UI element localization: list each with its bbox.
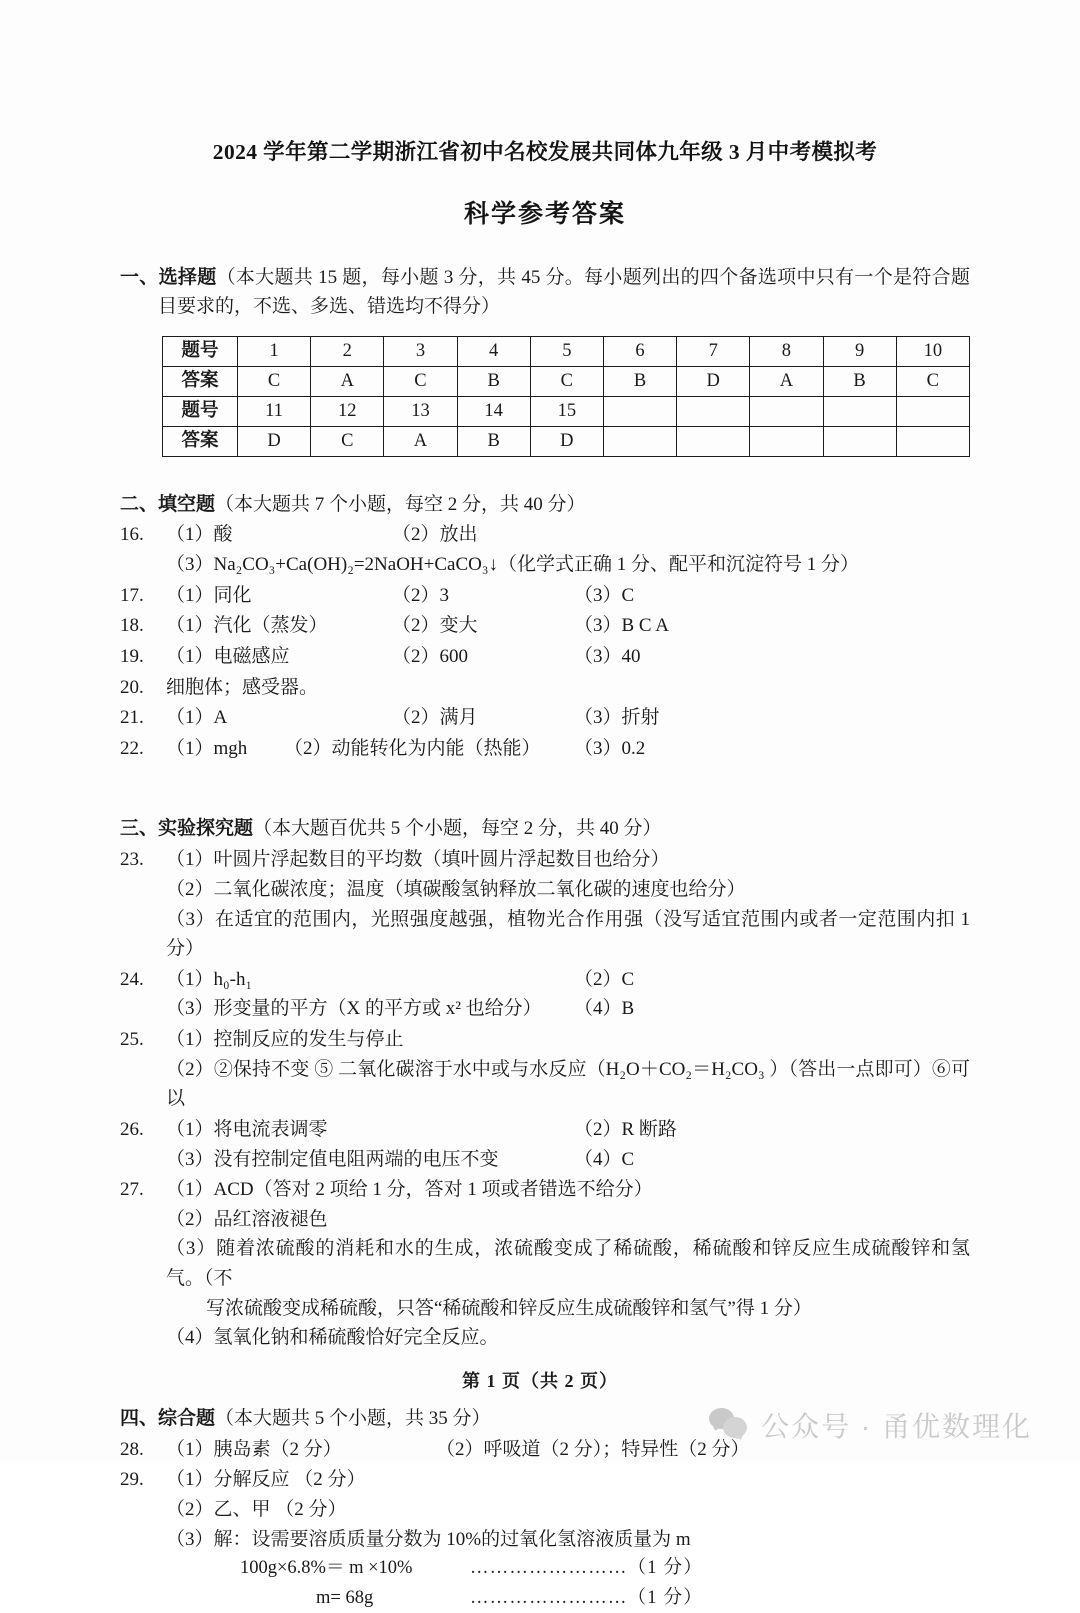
- item-number: 20.: [120, 676, 144, 698]
- cell-a-7: D: [677, 366, 750, 396]
- cell-a-1: C: [238, 366, 311, 396]
- item-28-part-2: （2）呼吸道（2 分）；特异性（2 分）: [436, 1438, 750, 1460]
- table-row: [163, 366, 970, 396]
- item-number: 21.: [120, 707, 144, 729]
- table-row: [163, 396, 970, 426]
- item-29-part-1: （1）分解反应 （2 分）: [166, 1469, 366, 1491]
- item-number: 28.: [120, 1438, 144, 1460]
- item-22-part-2: （2）动能转化为内能（热能）: [284, 737, 541, 759]
- item-22-part-3: （3）0.2: [574, 737, 646, 759]
- cell-q-5: 5: [530, 336, 603, 366]
- item-17-part-3: （3）C: [574, 584, 635, 606]
- calc-dots-1: ……………………（1 分）: [470, 1558, 703, 1579]
- cell-q-14: 14: [457, 396, 530, 426]
- cell-a-6: B: [603, 366, 676, 396]
- cell-q-3: 3: [384, 336, 457, 366]
- cell-a-3: C: [384, 366, 457, 396]
- item-20-part-1: 细胞体；感受器。: [166, 676, 319, 698]
- cell-q-8: 8: [750, 336, 823, 366]
- cell-a-15: D: [530, 426, 603, 456]
- answer-item-21: [120, 703, 970, 733]
- answer-item-24: [120, 965, 970, 1024]
- cell-q-12: 12: [311, 396, 384, 426]
- item-26-part-2: （2）R 断路: [574, 1118, 677, 1140]
- item-27-part-4: （4）氢氧化钠和稀硫酸恰好完全反应。: [166, 1327, 499, 1349]
- section-two-desc: （本大题共 7 个小题，每空 2 分，共 40 分）: [215, 493, 586, 515]
- cell-a-blank-4: [823, 426, 896, 456]
- cell-q-1: 1: [238, 336, 311, 366]
- item-23-part-2: （2）二氧化碳浓度；温度（填碳酸氢钠释放二氧化碳的速度也给分）: [166, 878, 746, 900]
- item-21-part-1: （1）A: [166, 707, 228, 729]
- wechat-watermark: [709, 1405, 1032, 1445]
- calc-dots-2: ……………………（1 分）: [470, 1587, 703, 1608]
- answer-item-16: [120, 520, 970, 579]
- item-number: 29.: [120, 1469, 144, 1491]
- item-16-part-2: （2）放出: [392, 524, 478, 546]
- calc-expression-1: 100g×6.8%＝ m ×10%: [240, 1558, 413, 1579]
- cell-q-2: 2: [311, 336, 384, 366]
- cell-a-14: B: [457, 426, 530, 456]
- section-one-label: 一、选择题: [120, 266, 217, 288]
- answer-table-wrapper: [120, 336, 970, 457]
- wechat-logo-icon: [709, 1408, 749, 1442]
- cell-a-2: A: [311, 366, 384, 396]
- item-number: 22.: [120, 737, 144, 759]
- cell-q-11: 11: [238, 396, 311, 426]
- item-17-part-1: （1）同化: [166, 584, 252, 606]
- cell-q-blank-1: [603, 396, 676, 426]
- cell-q-10: 10: [896, 336, 969, 366]
- cell-a-blank-5: [896, 426, 969, 456]
- item-number: 16.: [120, 524, 144, 546]
- item-24-part-1: （1）h₀-h₁: [166, 968, 253, 990]
- item-22-part-1: （1）mgh: [166, 737, 248, 759]
- answer-item-23: [120, 845, 970, 964]
- row-header-question: 题号: [163, 336, 238, 366]
- table-row: [163, 336, 970, 366]
- answer-item-27: [120, 1175, 970, 1353]
- item-24-part-3: （3）形变量的平方（X 的平方或 x² 也给分）: [166, 998, 542, 1020]
- item-21-part-3: （3）折射: [574, 707, 660, 729]
- cell-q-blank-5: [896, 396, 969, 426]
- table-row: [163, 426, 970, 456]
- watermark-text: 公众号 · 甬优数理化: [761, 1411, 1032, 1442]
- section-heading-choice: [120, 264, 970, 322]
- cell-a-12: C: [311, 426, 384, 456]
- cell-q-13: 13: [384, 396, 457, 426]
- cell-a-10: C: [896, 366, 969, 396]
- row-header-answer-2: 答案: [163, 426, 238, 456]
- page-footer: 第 1 页（共 2 页）: [462, 1371, 618, 1391]
- item-27-part-3-line2: 写浓硫酸变成稀硫酸，只答“稀硫酸和锌反应生成硫酸锌和氢气”得 1 分）: [206, 1297, 812, 1319]
- cell-q-6: 6: [603, 336, 676, 366]
- section-four-label: 四、综合题: [120, 1407, 216, 1429]
- cell-a-9: B: [823, 366, 896, 396]
- item-18-part-1: （1）汽化（蒸发）: [166, 615, 328, 637]
- answer-item-29: [120, 1465, 970, 1613]
- answer-item-22: [120, 734, 970, 764]
- cell-q-4: 4: [457, 336, 530, 366]
- cell-q-15: 15: [530, 396, 603, 426]
- answer-item-26: [120, 1115, 970, 1174]
- cell-a-5: C: [530, 366, 603, 396]
- cell-a-blank-2: [677, 426, 750, 456]
- item-19-part-1: （1）电磁感应: [166, 645, 290, 667]
- item-number: 25.: [120, 1029, 144, 1051]
- item-25-part-1: （1）控制反应的发生与停止: [166, 1029, 404, 1051]
- cell-q-blank-4: [823, 396, 896, 426]
- section-three-desc: （本大题百优共 5 个小题，每空 2 分，共 40 分）: [253, 818, 662, 840]
- item-16-part-3: （3）Na₂CO₃+Ca(OH)₂=2NaOH+CaCO₃↓（化学式正确 1 分、配平和沉淀符号 1 分）: [166, 554, 859, 576]
- item-26-part-4: （4）C: [574, 1148, 635, 1170]
- item-26-part-3: （3）没有控制定值电阻两端的电压不变: [166, 1148, 499, 1170]
- item-number: 24.: [120, 968, 144, 990]
- item-29-part-2: （2）乙、甲 （2 分）: [166, 1499, 347, 1521]
- cell-a-blank-3: [750, 426, 823, 456]
- item-19-part-3: （3）40: [574, 645, 641, 667]
- answer-item-18: [120, 611, 970, 641]
- answer-item-20: [120, 673, 970, 703]
- cell-a-11: D: [238, 426, 311, 456]
- item-24-part-4: （4）B: [574, 998, 635, 1020]
- section-three-label: 三、实验探究题: [120, 818, 254, 840]
- item-number: 23.: [120, 849, 144, 871]
- calc-expression-2: m= 68g: [316, 1587, 374, 1608]
- item-23-part-3: （3）在适宜的范围内，光照强度越强，植物光合作用强（没写适宜范围内或者一定范围内扣 1 分）: [166, 908, 970, 960]
- item-21-part-2: （2）满月: [392, 707, 478, 729]
- item-29-part-3: （3）解：设需要溶质质量分数为 10%的过氧化氢溶液质量为 m: [166, 1528, 691, 1550]
- section-one-desc: （本大题共 15 题，每小题 3 分，共 45 分。每小题列出的四个备选项中只有一个是符合题目要求的，不选、多选、错选均不得分）: [158, 266, 970, 317]
- item-27-part-1: （1）ACD（答对 2 项给 1 分，答对 1 项或者错选不给分）: [166, 1179, 653, 1201]
- item-26-part-1: （1）将电流表调零: [166, 1118, 328, 1140]
- cell-q-blank-2: [677, 396, 750, 426]
- item-number: 17.: [120, 584, 144, 606]
- cell-a-8: A: [750, 366, 823, 396]
- item-27-part-2: （2）品红溶液褪色: [166, 1208, 328, 1230]
- item-25-part-2: （2）②保持不变 ⑤ 二氧化碳溶于水中或与水反应（H₂O＋CO₂＝H₂CO₃ ）（答出一点即可）⑥可以: [166, 1058, 970, 1110]
- row-header-question-2: 题号: [163, 396, 238, 426]
- cell-a-4: B: [457, 366, 530, 396]
- item-number: 18.: [120, 615, 144, 637]
- cell-q-blank-3: [750, 396, 823, 426]
- answer-item-17: [120, 581, 970, 611]
- item-27-part-3-line1: （3）随着浓硫酸的消耗和水的生成，浓硫酸变成了稀硫酸，稀硫酸和锌反应生成硫酸锌和氢气。（不: [166, 1238, 970, 1290]
- answer-item-19: [120, 642, 970, 672]
- item-number: 27.: [120, 1179, 144, 1201]
- item-28-part-1: （1）胰岛素（2 分）: [166, 1438, 342, 1460]
- section-two-label: 二、填空题: [120, 493, 216, 515]
- item-17-part-2: （2）3: [392, 584, 450, 606]
- item-number: 26.: [120, 1118, 144, 1140]
- section-heading-fill: [120, 491, 970, 520]
- item-16-part-1: （1）酸: [166, 524, 233, 546]
- row-header-answer: 答案: [163, 366, 238, 396]
- item-24-part-2: （2）C: [574, 968, 635, 990]
- cell-q-7: 7: [677, 336, 750, 366]
- item-18-part-3: （3）B C A: [574, 615, 670, 637]
- page-subtitle: 科学参考答案: [463, 200, 626, 228]
- item-number: 19.: [120, 645, 144, 667]
- answer-item-25: [120, 1025, 970, 1114]
- section-four-desc: （本大题共 5 个小题，共 35 分）: [215, 1407, 491, 1429]
- item-23-part-1: （1）叶圆片浮起数目的平均数（填叶圆片浮起数目也给分）: [166, 849, 670, 871]
- cell-a-13: A: [384, 426, 457, 456]
- item-18-part-2: （2）变大: [392, 615, 478, 637]
- cell-a-blank-1: [603, 426, 676, 456]
- cell-q-9: 9: [823, 336, 896, 366]
- section-heading-experiment: [120, 815, 970, 844]
- page-title: 2024 学年第二学期浙江省初中名校发展共同体九年级 3 月中考模拟考: [212, 140, 878, 164]
- item-19-part-2: （2）600: [392, 645, 469, 667]
- multiple-choice-answer-table: [162, 336, 970, 457]
